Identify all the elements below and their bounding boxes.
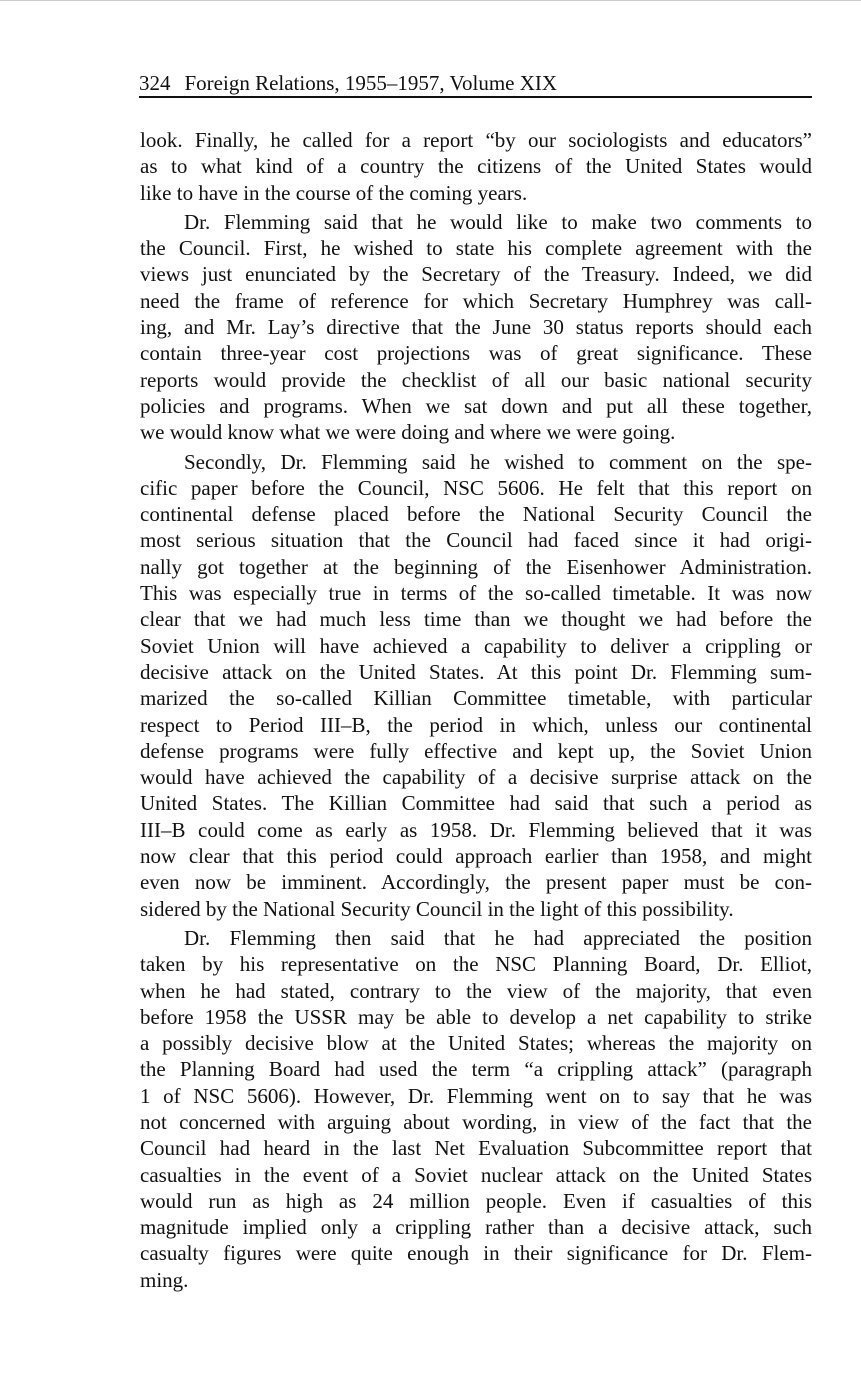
text-line: before 1958 the USSR may be able to develop a net capability to strike <box>140 1004 812 1029</box>
text-line: look. Finally, he called for a report “by our sociologists and educators” <box>140 128 812 152</box>
text-line: marized the so-called Killian Committee timetable, with particular <box>140 686 812 711</box>
page-number: 324 <box>139 71 171 95</box>
text-line: defense programs were fully effective and kept up, the Soviet Union <box>140 738 812 763</box>
text-line: the Council. First, he wished to state his complete agreement with the <box>140 236 812 261</box>
text-line: Council had heard in the last Net Evaluation Subcommittee report that <box>140 1136 812 1161</box>
running-header <box>139 70 812 98</box>
text-line: contain three-year cost projections was of great significance. These <box>140 341 812 366</box>
text-line: casualties in the event of a Soviet nuclear attack on the United States <box>140 1162 812 1187</box>
volume-title: Foreign Relations, 1955–1957, Volume XIX <box>184 71 558 95</box>
text-line: the Planning Board had used the term “a crippling attack” (paragraph <box>140 1057 812 1082</box>
text-line: nally got together at the beginning of the Eisenhower Administration. <box>140 554 812 579</box>
paragraph <box>140 925 812 1293</box>
text-line: respect to Period III–B, the period in which, unless our continental <box>140 712 812 737</box>
paragraph <box>140 127 812 206</box>
document-body <box>140 127 812 1296</box>
text-line: casualty figures were quite enough in their significance for Dr. Flem- <box>140 1241 812 1266</box>
text-line: when he had stated, contrary to the view of the majority, that even <box>140 978 812 1003</box>
text-line: views just enunciated by the Secretary of the Treasury. Indeed, we did <box>140 262 812 287</box>
text-line: cific paper before the Council, NSC 5606. He felt that this report on <box>140 475 812 500</box>
text-line: policies and programs. When we sat down and put all these together, <box>140 393 812 418</box>
text-line: like to have in the course of the coming years. <box>140 180 528 205</box>
text-line: not concerned with arguing about wording, in view of the fact that the <box>140 1109 812 1134</box>
text-line: Dr. Flemming said that he would like to make two comments to <box>184 209 812 234</box>
text-line: would run as high as 24 million people. Even if casualties of this <box>140 1188 812 1213</box>
text-line: III–B could come as early as 1958. Dr. Flemming believed that it was <box>140 817 812 842</box>
text-line: sidered by the National Security Council in the light of this possibility. <box>140 896 734 921</box>
text-line: Dr. Flemming then said that he had appreciated the position <box>184 925 812 950</box>
text-line: magnitude implied only a crippling rather than a decisive attack, such <box>140 1215 812 1240</box>
text-line: 1 of NSC 5606). However, Dr. Flemming went on to say that he was <box>140 1083 812 1108</box>
text-line: most serious situation that the Council had faced since it had origi- <box>140 528 812 553</box>
text-line: decisive attack on the United States. At this point Dr. Flemming sum- <box>140 659 812 684</box>
text-line: United States. The Killian Committee had said that such a period as <box>140 791 812 816</box>
text-line: now clear that this period could approach earlier than 1958, and might <box>140 844 812 869</box>
text-line: reports would provide the checklist of all our basic national security <box>140 367 812 392</box>
text-line: even now be imminent. Accordingly, the present paper must be con- <box>140 870 812 895</box>
text-line: a possibly decisive blow at the United States; whereas the majority on <box>140 1031 812 1056</box>
text-line: Secondly, Dr. Flemming said he wished to comment on the spe- <box>184 449 812 474</box>
text-line: we would know what we were doing and where we were going. <box>140 420 676 445</box>
text-line: Soviet Union will have achieved a capability to deliver a crippling or <box>140 633 812 658</box>
scan-edge-line <box>0 0 861 1</box>
text-line: need the frame of reference for which Secretary Humphrey was call- <box>140 288 812 313</box>
text-line: continental defense placed before the National Security Council the <box>140 502 812 527</box>
paragraph <box>140 449 812 922</box>
paragraph <box>140 209 812 446</box>
text-line: ming. <box>140 1267 189 1292</box>
text-line: ing, and Mr. Lay’s directive that the June 30 status reports should each <box>140 315 812 340</box>
text-line: taken by his representative on the NSC Planning Board, Dr. Elliot, <box>140 952 812 977</box>
text-line: would have achieved the capability of a decisive surprise attack on the <box>140 765 812 790</box>
text-line: clear that we had much less time than we thought we had before the <box>140 607 812 632</box>
text-line: This was especially true in terms of the so-called timetable. It was now <box>140 581 812 606</box>
text-line: as to what kind of a country the citizens of the United States would <box>140 154 812 179</box>
